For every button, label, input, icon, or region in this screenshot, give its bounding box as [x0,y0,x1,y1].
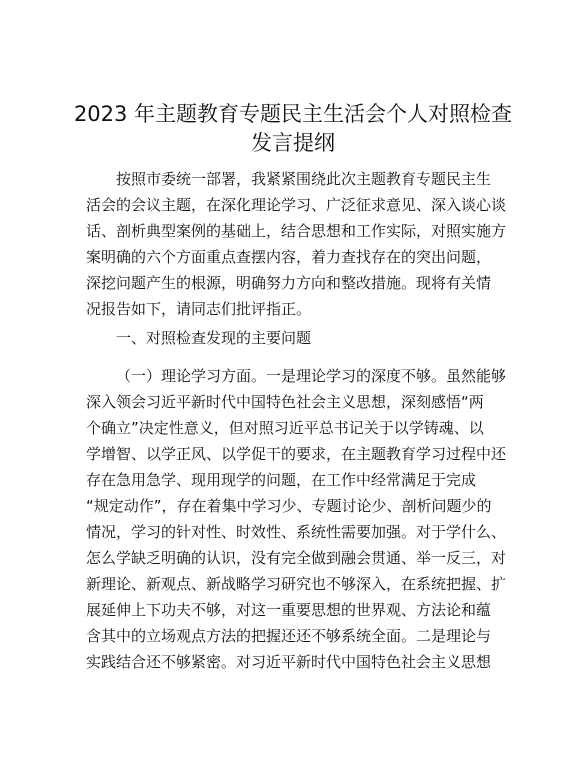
paragraph-line: 展延伸上下功夫不够，对这一重要思想的世界观、方法论和蕴 [86,601,492,619]
paragraph-line: 按照市委统一部署，我紧紧围绕此次主题教育专题民主生 [116,170,492,188]
paragraph-line: 案明确的六个方面重点查摆内容，着力查找存在的突出问题， [86,248,492,266]
paragraph-line: 怎么学缺乏明确的认识，没有完全做到融会贯通、举一反三，对 [86,549,507,567]
paragraph-line: 学增智、以学正风、以学促干的要求，在主题教育学习过程中还 [86,445,507,463]
document-title-line-2: 发言提纲 [251,131,335,155]
paragraph-line: 新理论、新观点、新战略学习研究也不够深入，在系统把握、扩 [86,575,507,593]
section-heading-text: 一、对照检查发现的主要问题 [116,329,312,347]
intro-paragraph [86,166,506,322]
paragraph-line: 情况，学习的针对性、时效性、系统性需要加强。对于学什么、 [86,523,507,541]
paragraph-line: 个确立”决定性意义，但对照习近平总书记关于以学铸魂、以 [86,419,484,437]
paragraph-line: 话、剖析典型案例的基础上，结合思想和工作实际，对照实施方 [86,222,507,240]
paragraph-line: 况报告如下，请同志们批评指正。 [86,300,312,318]
section-heading [86,325,506,351]
paragraph-line: 实践结合还不够紧密。对习近平新时代中国特色社会主义思想 [86,653,492,671]
section-paragraph [86,363,506,675]
document-title-line-1: 2023 年主题教育专题民主生活会个人对照检查 [73,102,513,126]
paragraph-line: 存在急用急学、现用现学的问题，在工作中经常满足于完成 [86,471,477,489]
paragraph-line: （一）理论学习方面。一是理论学习的深度不够。虽然能够 [116,367,507,385]
paragraph-line: 深挖问题产生的根源，明确努力方向和整改措施。现将有关情 [86,274,492,292]
paragraph-line: 深入领会习近平新时代中国特色社会主义思想，深刻感悟“两 [86,393,484,411]
paragraph-line: 活会的会议主题，在深化理论学习、广泛征求意见、深入谈心谈 [86,196,507,214]
paragraph-line: 含其中的立场观点方法的把握还还不够系统全面。二是理论与 [86,627,492,645]
paragraph-line: “规定动作”，存在着集中学习少、专题讨论少、剖析问题少的 [86,497,492,515]
